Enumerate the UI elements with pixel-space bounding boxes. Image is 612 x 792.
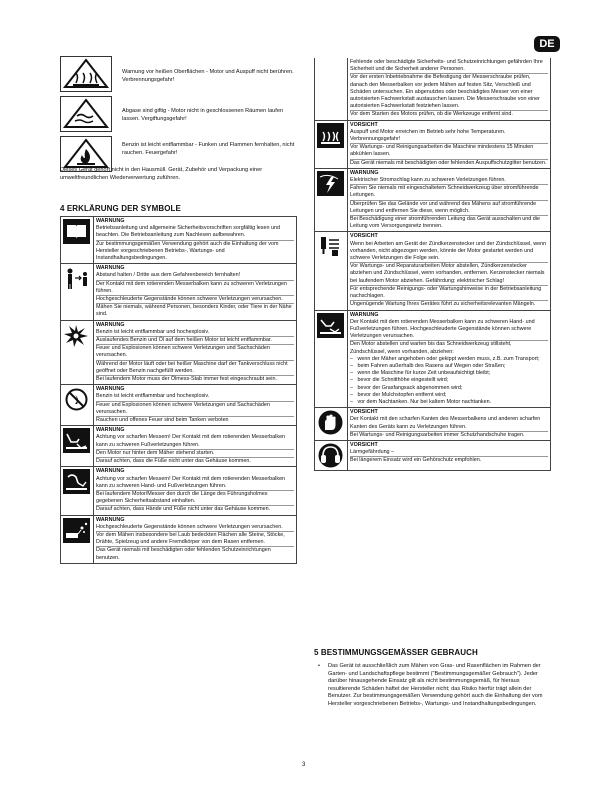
warning-text-flammable: Benzin ist leicht entflammbar - Funken und Flammen fernhalten, nicht rauchen. Feuergefahr! bbox=[122, 142, 295, 156]
symbol-row: VORSICHT Wenn bei Arbeiten am Gerät der Zündkerzenstecker und der Zündschlüssel, wenn vorhanden, nicht abgezogen werden, könnte der Motor gestartet werden und schwere Verletzungen die Folge sein. Vor Wartungs- und Reparaturarbeiten Motor abstellen, Zündkerzenstecker abziehen und Zündschlüssel, wenn vorhanden, entfernen. Kerzenstecker niemals bei laufendem Motor abziehen. Gefährdung: elektrischer Schlag! Für entsprechende Reinigungs- oder Wartungshinweise in der Betriebsanleitung nachschlagen. Ungenügende Wartung Ihres Gerätes führt zu sicherheitsrelevanten Mängeln. bbox=[315, 232, 551, 310]
symbol-row-continued: Fehlende oder beschädigte Sicherheits- und Schutzeinrichtungen gefährden Ihre Sicherheit und die Sicherheit anderer Personen. Vor der ersten Inbetriebnahme die Befestigung der Messerschraube prüfen, danach den Messerbalken vor jedem Mähen auf festen Sitz, Verschleiß und Schäden untersuchen. Ein abgenutztes oder beschädigtes Messer von einer autorisierten Fachwerkstatt austauschen lassen. Die Messerschraube von einer autorisierten Fachwerkstatt festziehen lassen. Vor dem Starten des Motors prüfen, ob die Werkzeuge entfernt sind. bbox=[315, 58, 551, 120]
symbol-row: VORSICHT Lärmgefährdung – Bei längerem Einsatz wird ein Gehörschutz empfohlen. bbox=[315, 440, 551, 470]
bullet-marker: • bbox=[318, 663, 320, 669]
blade-hands-icon bbox=[63, 469, 90, 494]
list-item: – bevor der Grasfangsack abgenommen wird; bbox=[350, 384, 463, 391]
symbol-row: WARNUNG Achtung vor scharfen Messern! Der Kontakt mit dem rotierenden Messerbalken kann zu schweren Fußverletzungen führen. Den Motor nur hinter dem Mäher stehend starten. Darauf achten, dass die Füße nicht unter das Gehäuse kommen. bbox=[61, 426, 297, 467]
list-item: – bevor die Schnitthöhe eingestellt wird; bbox=[350, 377, 449, 384]
list-item: – vor dem Nachtanken. Nur bei kaltem Motor nachtanken. bbox=[350, 398, 492, 405]
disposal-note: Dieses Gerät gehört nicht in den Hausmüll. Gerät, Zubehör und Verpackung einer umweltfreundlichen Wiederverwertung zuführen. bbox=[60, 167, 263, 181]
spark-plug-icon bbox=[317, 234, 344, 259]
symbol-row: WARNUNG Hochgeschleuderte Gegenstände können schwere Verletzungen verursachen. Vor dem Mähen insbesondere bei Laub bedeckten Flächen alle Steine, Stöcke, Drähte, Spielzeug und andere Fremdkörper von dem Rasen entfernen. Das Gerät niemals mit beschädigten oder fehlenden Schutzeinrichtungen benutzen. bbox=[61, 515, 297, 563]
warning-text-hot-surface: Warnung vor heißen Oberflächen - Motor und Auspuff nicht berühren. Verbrennungsgefahr! bbox=[122, 69, 294, 83]
intended-use-text: Das Gerät ist ausschließlich zum Mähen von Gras- und Rasenflächen im Rahmen der Garten- und Landschaftspflege bestimmt ("Bestimmungsgemäßer Gebrauch"). Jeder darüber hinausgehende Einsatz gilt als nicht bestimmungsgemäß, für hieraus resultierende Schäden haftet der Hersteller nicht; das Risiko hierfür trägt allein der Benutzer. Zur bestimmungsgemäßen Verwendung gehört auch die Einhaltung der vom Hersteller vorgeschriebenen Betriebs-, Wartungs- und Instandhaltungsbedingungen. bbox=[328, 663, 543, 707]
manual-book-icon bbox=[63, 219, 90, 244]
list-item: – wenn der Mäher angehoben oder gekippt werden muss, z.B. zum Transport; bbox=[350, 355, 540, 362]
section-4-title: 4 ERKLÄRUNG DER SYMBOLE bbox=[60, 204, 181, 213]
symbol-row: WARNUNG Achtung vor scharfen Messern! Der Kontakt mit dem rotierenden Messerbalken kann zu schweren Hand- und Fußverletzungen führen. Bei laufendem Motor/Messer den durch die Länge des Führungsholmes gegebenen Sicherheitsabstand einhalten. Darauf achten, dass Hände und Füße nicht unter das Gehäuse kommen. bbox=[61, 467, 297, 515]
symbol-row: WARNUNG Benzin ist leicht entflammbar und hochexplosiv. Auslaufendes Benzin und Öl auf dem heißen Motor ist leicht entflammbar. Feuer und Explosionen können schwere Verletzungen und Sachschäden verursachen. Während der Motor läuft oder bei heißer Maschine darf der Tankverschluss nicht geöffnet oder Benzin nachgefüllt werden. Bei laufendem Motor muss der Ölmess-Stab immer fest eingeschraubt sein. bbox=[61, 320, 297, 385]
hot-surface-icon bbox=[60, 56, 112, 92]
symbol-row: WARNUNG Elektrischer Stromschlag kann zu schweren Verletzungen führen. Fahren Sie niemals mit eingeschaltetem Schneidwerkzeug über stromführende Leitungen. Überprüfen Sie das Gelände vor und während des Mähens auf stromführende Leitungen und entfernen Sie diese, wenn möglich. Bei Beschädigung einer stromführenden Leitung das Gerät ausschalten und die Leitung vom Versorgungsnetz trennen. bbox=[315, 168, 551, 232]
blade-feet-icon bbox=[63, 428, 90, 453]
symbol-row bbox=[61, 217, 297, 264]
thrown-objects-icon bbox=[63, 518, 90, 543]
list-item: – beim Fahren außerhalb des Rasens auf Wegen oder Straßen; bbox=[350, 362, 506, 369]
no-smoking-icon bbox=[63, 387, 90, 412]
symbol-row: VORSICHT Auspuff und Motor erreichen im Betrieb sehr hohe Temperaturen. Verbrennungsgefahr! Vor Wartungs- und Reinigungsarbeiten die Maschine mindestens 15 Minuten abkühlen lassen. Das Gerät niemals mit beschädigten oder fehlenden Auspuffschutzgitter benutzen. bbox=[315, 120, 551, 168]
ear-protection-icon bbox=[317, 443, 344, 468]
language-badge: DE bbox=[534, 36, 560, 52]
page-number: 3 bbox=[302, 762, 306, 768]
section-5-title: 5 BESTIMMUNGSGEMÄSSER GEBRAUCH bbox=[314, 648, 478, 657]
hot-surface-icon bbox=[317, 123, 344, 148]
gloves-icon bbox=[317, 410, 344, 435]
toxic-gas-icon bbox=[60, 96, 112, 132]
symbol-row: WARNUNG Der Kontakt mit dem rotierenden Messerbalken kann zu schweren Hand- und Fußverletzungen führen. Hochgeschleuderte Gegenstände können schwere Verletzungen verursachen. Den Motor abstellen und warten bis das Schneidwerkzeug stillsteht, Zündschlüssel, wenn vorhanden, abziehen: – wenn der Mäher angehoben oder gekippt werden muss, z.B. zum Transport; – beim Fahren außerhalb des Rasens auf Wegen oder Straßen; – wenn die Maschine für kurze Zeit unbeaufsichtigt bleibt; – bevor die Schnitthöhe eingestellt wird; – bevor der Grasfangsack abgenommen wird; – bevor der Mulchstopfen entfernt wird; – vor dem Nachtanken. Nur bei kaltem Motor nachtanken. bbox=[315, 310, 551, 408]
warning-text-toxic-gas: Abgase sind giftig - Motor nicht in geschlossenen Räumen laufen lassen. Vergiftungsgefahr! bbox=[122, 108, 284, 122]
symbols-table-left bbox=[60, 216, 297, 564]
list-item: – wenn die Maschine für kurze Zeit unbeaufsichtigt bleibt; bbox=[350, 370, 491, 377]
symbol-row: WARNUNG Abstand halten / Dritte aus dem Gefahrenbereich fernhalten! Der Kontakt mit dem rotierenden Messerbalken kann zu schweren Verletzungen führen. Hochgeschleuderte Gegenstände können schwere Verletzungen verursachen. Mähen Sie niemals, während Personen, besonders Kinder, oder Tiere in der Nähe sind. bbox=[61, 264, 297, 320]
symbol-text-cell: WARNUNG Betriebsanleitung und allgemeine Sicherheitsvorschriften sorgfältig lesen und beachten. Die Betriebsanleitung zum Nachlesen aufbewahren. Zur bestimmungsgemäßen Verwendung gehört auch die Einhaltung der vom Hersteller vorgeschriebenen Betriebs-, Wartungs- und Instandhaltungsbedingungen. bbox=[94, 217, 297, 264]
explosion-icon bbox=[63, 323, 90, 348]
symbols-table-right bbox=[314, 58, 551, 471]
stop-conditions-list bbox=[350, 356, 548, 406]
blade-contact-icon bbox=[317, 313, 344, 338]
list-item: – bevor der Mulchstopfen entfernt wird; bbox=[350, 391, 447, 398]
keep-distance-icon bbox=[63, 266, 90, 291]
symbol-row: VORSICHT Der Kontakt mit den scharfen Kanten des Messerbalkens und anderen scharfen Kanten des Geräts kann zu Verletzungen führen. Bei Wartungs- und Reinigungsarbeiten immer Schutzhandschuhe tragen. bbox=[315, 408, 551, 441]
symbol-icon-cell bbox=[61, 217, 94, 264]
symbol-row: WARNUNG Benzin ist leicht entflammbar und hochexplosiv. Feuer und Explosionen können schwere Verletzungen und Sachschäden verursachen. Rauchen und offenes Feuer sind beim Tanken verboten bbox=[61, 385, 297, 426]
electric-shock-icon bbox=[317, 171, 344, 196]
